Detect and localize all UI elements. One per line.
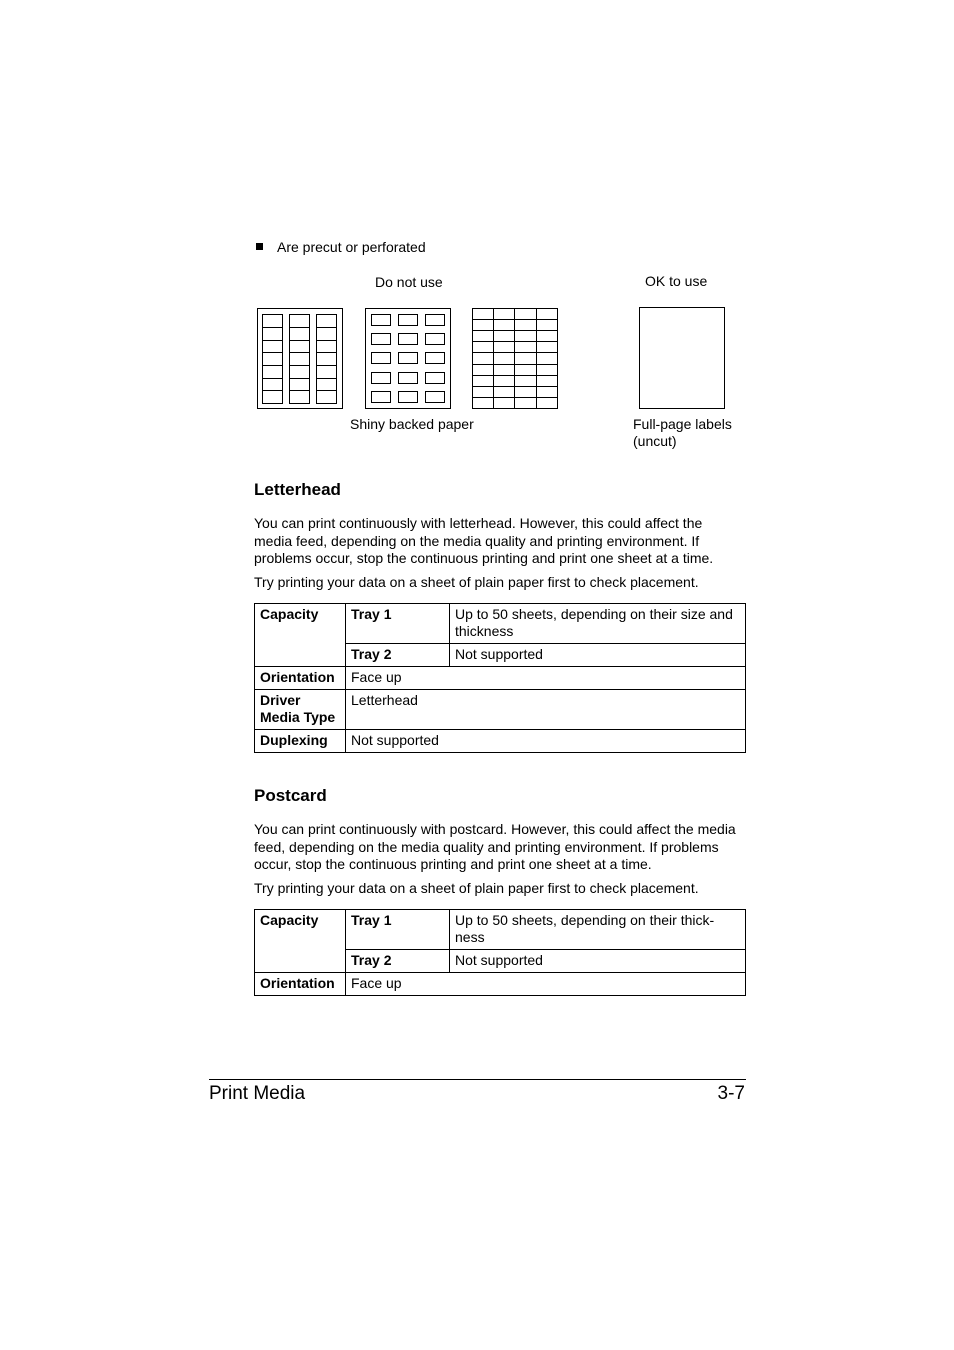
driver-media-type-label bbox=[255, 690, 346, 730]
table-row bbox=[255, 690, 746, 730]
footer-divider bbox=[209, 1079, 746, 1080]
footer-page-number: 3-7 bbox=[717, 1083, 745, 1104]
full-page-label-icon bbox=[640, 308, 725, 409]
table-row bbox=[255, 973, 746, 996]
do-not-use-label: Do not use bbox=[375, 274, 443, 290]
orientation-label: Orientation bbox=[255, 973, 346, 996]
tray1-value-line1: Up to 50 sheets, depending on their thick- bbox=[455, 912, 715, 928]
duplexing-value: Not supported bbox=[346, 730, 746, 753]
postcard-paragraph-1: You can print continuously with postcard. However, this could affect the media feed, depending on the media quality and printing environment. If problems occur, stop the continuous printing and print one sheet at a time. bbox=[254, 821, 736, 873]
table-row bbox=[255, 910, 746, 950]
label-sheet-full-grid-icon bbox=[472, 308, 558, 409]
tray1-value-line2: ness bbox=[455, 929, 485, 945]
full-page-caption-line1: Full-page labels bbox=[633, 416, 732, 432]
full-page-caption-line2: (uncut) bbox=[633, 433, 677, 449]
tray2-label: Tray 2 bbox=[346, 950, 450, 973]
orientation-value: Face up bbox=[346, 973, 746, 996]
postcard-paragraph-2: Try printing your data on a sheet of plain paper first to check placement. bbox=[254, 880, 699, 896]
driver-media-type-value: Letterhead bbox=[346, 690, 746, 730]
driver-label-line2: Media Type bbox=[260, 709, 336, 725]
bullet-text: Are precut or perforated bbox=[277, 239, 426, 255]
shiny-backed-caption: Shiny backed paper bbox=[350, 416, 474, 432]
capacity-label: Capacity bbox=[255, 910, 346, 973]
tray1-label: Tray 1 bbox=[346, 910, 450, 950]
tray2-value: Not supported bbox=[450, 644, 746, 667]
postcard-spec-table bbox=[254, 909, 746, 996]
capacity-label: Capacity bbox=[255, 604, 346, 667]
footer-section-title: Print Media bbox=[209, 1083, 306, 1104]
tray1-value bbox=[450, 910, 746, 950]
letterhead-heading: Letterhead bbox=[254, 480, 341, 499]
postcard-heading: Postcard bbox=[254, 786, 327, 805]
table-row bbox=[255, 667, 746, 690]
tray2-label: Tray 2 bbox=[346, 644, 450, 667]
orientation-label: Orientation bbox=[255, 667, 346, 690]
tray1-value: Up to 50 sheets, depending on their size and thickness bbox=[450, 604, 746, 644]
letterhead-paragraph-1: You can print continuously with letterhead. However, this could affect the media feed, depending on the media quality and printing environment. If problems occur, stop the continuous printing and print one sheet at a time. bbox=[254, 515, 714, 567]
label-sheet-grid-blocks-icon bbox=[366, 309, 451, 409]
driver-label-line1: Driver bbox=[260, 692, 301, 708]
ok-to-use-label: OK to use bbox=[645, 273, 708, 289]
label-sheets-figure bbox=[0, 0, 954, 420]
letterhead-paragraph-2: Try printing your data on a sheet of plain paper first to check placement. bbox=[254, 574, 699, 590]
tray1-label: Tray 1 bbox=[346, 604, 450, 644]
duplexing-label: Duplexing bbox=[255, 730, 346, 753]
label-sheet-three-columns-icon bbox=[258, 309, 343, 409]
tray2-value: Not supported bbox=[450, 950, 746, 973]
table-row bbox=[255, 730, 746, 753]
table-row bbox=[255, 604, 746, 644]
letterhead-spec-table bbox=[254, 603, 746, 753]
orientation-value: Face up bbox=[346, 667, 746, 690]
